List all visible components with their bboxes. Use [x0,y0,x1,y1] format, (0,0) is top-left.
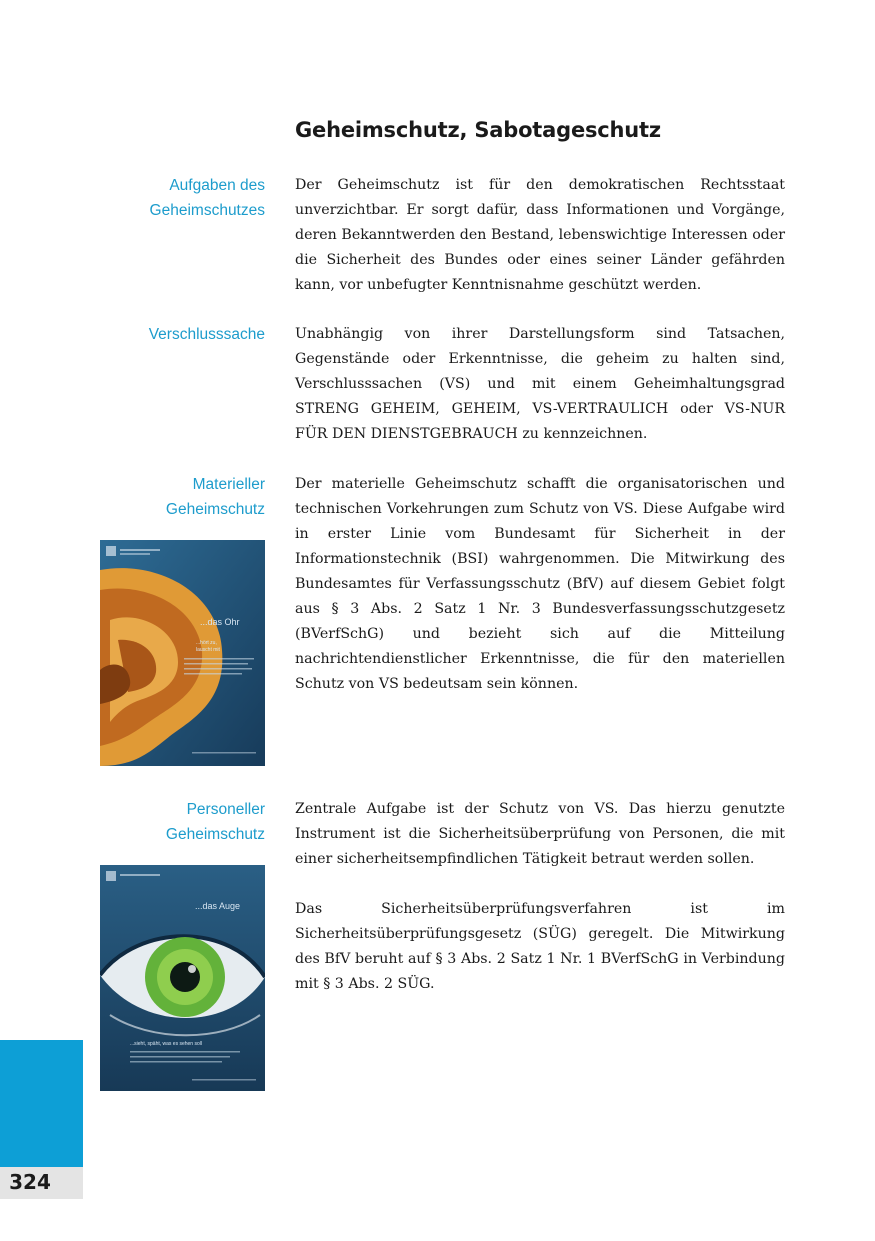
poster-eye-image [100,865,265,1091]
margin-label-personeller-geheimschutz [95,797,265,847]
poster-ear-subtitle: ...hört zu, [196,640,217,646]
margin-label-materieller-geheimschutz [95,472,265,522]
margin-label-verschlusssache [95,322,265,347]
margin-label-line: Verschlusssache [148,326,265,343]
page-number: 324 [9,1170,51,1194]
ear-illustration [100,540,265,766]
page-title: Geheimschutz, Sabotageschutz [295,118,661,142]
eye-illustration [100,865,265,1091]
poster-ear-title: ...das Ohr [200,617,240,627]
margin-label-line: Personeller [186,801,265,818]
paragraph-materieller-geheimschutz: Der materielle Geheimschutz schafft die organisatorischen und technischen Vorkehrungen zum Schutz von VS. Diese Aufgabe wird in erster Linie vom Bundesamt für Sicherheit in der Informationstechnik (BSI) wahrgenommen. Die Mitwirkung des Bundesamtes für Verfassungsschutz (BfV) auf diesem Gebiet folgt aus § 3 Abs. 2 Satz 1 Nr. 3 Bundesverfassungsschutzgesetz (BVerfSchG) und bezieht sich auf die Mitteilung nachrichtendienstlicher Erkenntnisse, die für den materiellen Schutz von VS bedeutsam sein können. [295,476,785,692]
margin-label-line: Geheimschutz [165,501,265,518]
chapter-color-tab [0,1040,83,1167]
paragraph-verschlusssache: Unabhängig von ihrer Darstellungsform sind Tatsachen, Gegenstände oder Erkenntnisse, die geheim zu halten sind, Verschlusssachen (VS) und mit einem Geheimhaltungsgrad STRENG GEHEIM, GEHEIM, VS-VERTRAULICH oder VS-NUR FÜR DEN DIENSTGEBRAUCH zu kennzeichnen. [295,326,785,442]
margin-label-line: Geheimschutzes [149,202,265,219]
poster-ear-image [100,540,265,766]
paragraph-aufgaben: Der Geheimschutz ist für den demokratischen Rechtsstaat unverzichtbar. Er sorgt dafür, dass Informationen und Vorgänge, deren Bekanntwerden den Bestand, lebenswichtige Interessen oder die Sicherheit des Bundes oder eines seiner Länder gefährden kann, vor unbefugter Kenntnisnahme geschützt werden. [295,177,785,293]
poster-eye-title: ...das Auge [195,901,241,911]
poster-eye-subtitle: ...sieht, späht, was es sehen soll [130,1041,202,1047]
paragraph-personeller-geheimschutz-1: Zentrale Aufgabe ist der Schutz von VS. Das hierzu genutzte Instrument ist die Sicherheitsüberprüfung von Personen, die mit einer sicherheitsempfindlichen Tätigkeit betraut werden sollen. [295,801,785,867]
poster-ear-subtitle: lauscht mit [196,647,220,653]
margin-label-line: Aufgaben des [169,177,265,194]
margin-label-line: Geheimschutz [165,826,265,843]
margin-label-line: Materieller [192,476,265,493]
margin-label-aufgaben [95,173,265,223]
paragraph-personeller-geheimschutz-2: Das Sicherheitsüberprüfungsverfahren ist im Sicherheitsüberprüfungsgesetz (SÜG) geregelt. Die Mitwirkung des BfV beruht auf § 3 Abs. 2 Satz 1 Nr. 1 BVerfSchG in Verbindung mit § 3 Abs. 2 SÜG. [295,901,785,992]
